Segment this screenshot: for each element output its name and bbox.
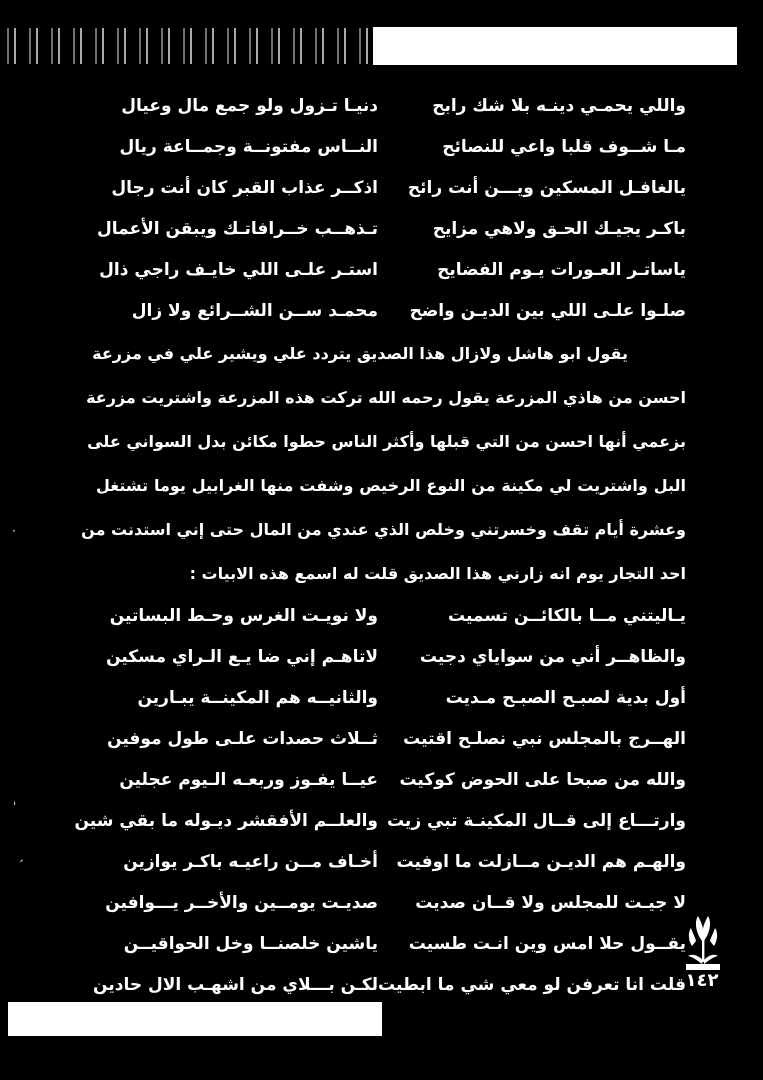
poem-verse [96,168,686,209]
verse-second-hemistich: والعلــم الأفقشر ديـوله ما بقي شين [74,811,378,831]
poem-verse [96,596,686,637]
verse-second-hemistich: النــاس مفتونــة وجمــاعة ريال [119,137,378,157]
verse-first-hemistich: صلـوا علـى اللي بين الديـن واضح [409,301,686,321]
verse-second-hemistich: أخـاف مــن راعيـه باكـر يوازين [123,852,378,872]
verse-first-hemistich: والهـم هم الديـن مــازلت ما اوفيت [396,852,686,872]
verse-first-hemistich: الهــرج بالمجلس نبي نصلـح اقتيت [403,729,686,749]
header-ornament [0,28,372,64]
verse-second-hemistich: عيــا يفـوز وربعـه الـيوم عجلين [119,770,378,790]
scan-speck: ˈ [13,800,17,814]
verse-second-hemistich: استـر علـى اللي خايـف راجي ذال [99,260,378,280]
poem-verse [96,86,686,127]
prose-line: بزعمي أنها احسن من التي قبلها وأكثر الناس حطوا مكائن بدل السواني على [87,432,686,451]
poem-verse [96,842,686,883]
poem-verse [96,637,686,678]
poem-verse [93,965,686,1006]
prose-line: احسن من هاذي المزرعة يقول رحمه الله تركت هذه المزرعة واشتريت مزرعة [86,388,686,407]
verse-first-hemistich: قلت انا تعرفن لو معي شي ما ابطيت [378,975,686,995]
verse-first-hemistich: مـا شــوف قلبا واعي للنصائح [442,137,686,157]
verse-first-hemistich: لا جيـت للمجلس ولا قــان صديت [415,893,686,913]
verse-first-hemistich: يـاليتني مــا بالكائــن تسميت [448,606,686,626]
poem-verse [96,719,686,760]
scan-speck: ˏ [18,848,24,862]
verse-second-hemistich: تـذهــب خــرافاتـك ويبقن الأعمال [96,219,378,239]
header-bar [373,27,737,65]
verse-second-hemistich: والثانيــه هم المكينــة يبـارين [137,688,378,708]
tulip-ornament-icon [684,912,722,972]
verse-first-hemistich: يقــول حلا امس وين انـت طسيت [408,934,686,954]
page-number: ١٤٢ [685,970,719,991]
verse-first-hemistich: واللي يحمـي دينـه بلا شك رابح [432,96,686,116]
prose-line: احد التجار يوم انه زارني هذا الصديق قلت له اسمع هذه الابيات : [189,564,686,583]
verse-second-hemistich: ولا نويـت الغرس وحـط البساتين [109,606,378,626]
poem-verse [96,883,686,924]
prose-line: البل واشتريت لي مكينة من النوع الرخيص وشفت منها الغرابيل يوما تشتغل [96,476,686,495]
verse-second-hemistich: لكـن بـــلاي من اشهـب الال حادين [93,975,378,995]
poem-verse [74,801,686,842]
verse-first-hemistich: ياساتـر العـورات يـوم الفضايح [437,260,686,280]
prose-line: يقول ابو هاشل ولازال هذا الصديق يتردد علي ويشير علي في مزرعة [92,344,628,363]
verse-first-hemistich: وارتـــاع إلى قــال المكينـة تبي زيت [386,811,686,831]
verse-second-hemistich: اذكــر عذاب القبر كان أنت رجال [111,178,378,198]
poem-verse [96,760,686,801]
poem-verse [96,127,686,168]
verse-second-hemistich: محمـد ســن الشــرائع ولا زال [131,301,378,321]
verse-first-hemistich: أول بدية لصبـح الصبـح مـديت [445,688,686,708]
poem-verse [96,924,686,965]
scan-speck: · [12,524,16,538]
verse-first-hemistich: يالغافـل المسكين ويـــن أنت رائح [407,178,686,198]
footer-bar [8,1002,382,1036]
verse-second-hemistich: دنيـا تـزول ولو جمع مال وعيال [121,96,378,116]
verse-second-hemistich: ياشين خلصنــا وخل الحواقيــن [123,934,378,954]
verse-second-hemistich: لاتاهـم إني ضا يـع الـراي مسكين [106,647,378,667]
prose-line: وعشرة أيام تقف وخسرتني وخلص الذي عندي من المال حتى إني استدنت من [81,520,686,539]
poem-verse [96,678,686,719]
verse-first-hemistich: والظاهــر أني من سواياي دجيت [419,647,686,667]
poem-verse [96,250,686,291]
page-body [74,86,686,1006]
poem-verse [96,209,686,250]
verse-second-hemistich: ثــلاث حصدات علـى طول موفين [107,729,378,749]
verse-first-hemistich: والله من صبحا على الحوض كوكيت [399,770,686,790]
verse-first-hemistich: باكـر يجيـك الحـق ولاهي مزايح [432,219,686,239]
verse-second-hemistich: صديـت يومــين والأخــر يـــوافين [105,893,378,913]
poem-verse [96,291,686,332]
